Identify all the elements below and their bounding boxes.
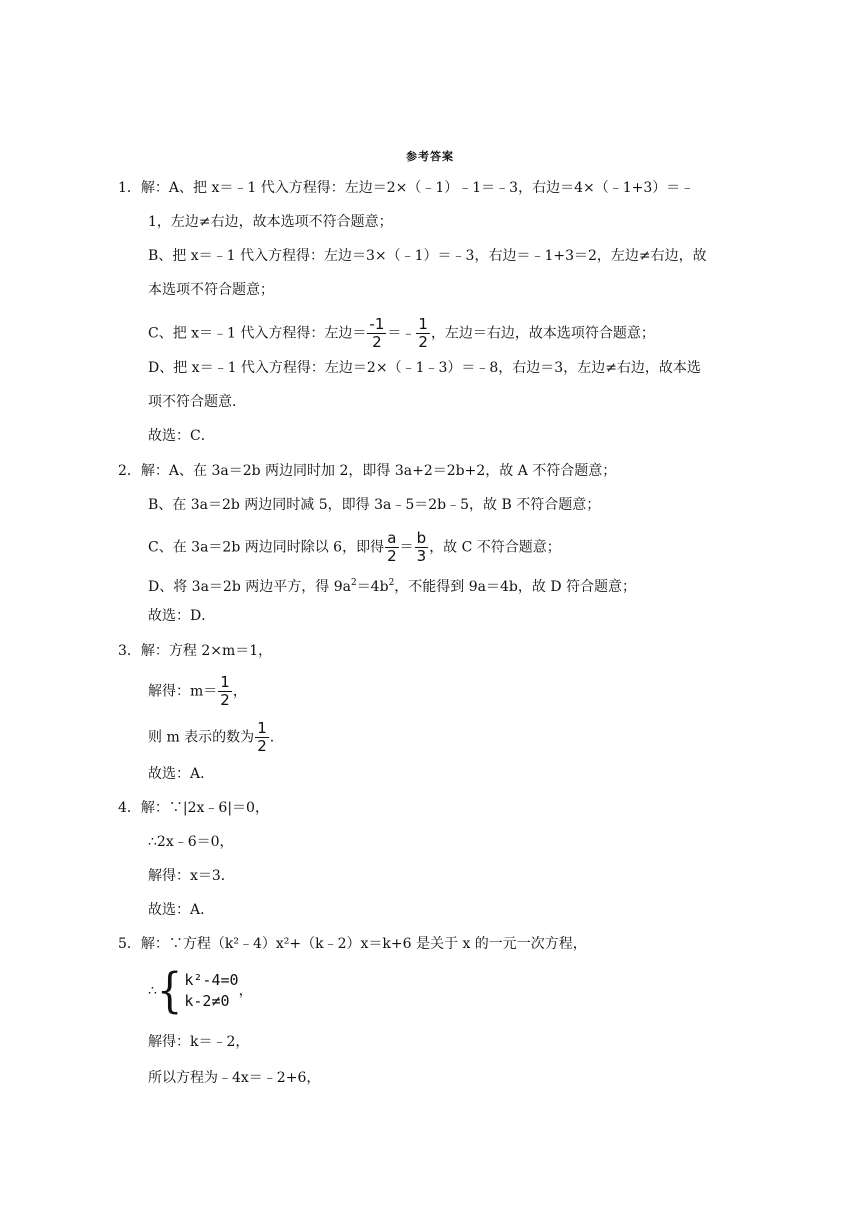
q5-line-2-comma: ， [238,983,253,999]
q3-line-2 [148,674,247,709]
q1-line-4: 本选项不符合题意； [148,282,274,298]
q2-line-3-text-a: C、在 3a＝2b 两边同时除以 6，即得 [148,539,385,556]
fraction-denominator: 2 [418,333,428,351]
fraction [367,316,386,351]
q5-line-3: 解得：k＝﹣2， [148,1034,250,1050]
page-title: 参考答案 [406,150,454,163]
equation-system [156,963,239,1019]
fraction-numerator: 1 [257,719,267,737]
left-brace-icon: { [156,963,183,1019]
q1-line-2: 1，左边≠右边，故本选项不符合题意； [148,214,393,230]
fraction [416,316,430,351]
q2-line-1: 2．解：A、在 3a＝2b 两边同时加 2，即得 3a+2＝2b+2，故 A 不符合题意； [118,463,617,479]
q2-line-4-text-b: ＝4b [356,579,389,595]
q4-line-3: 解得：x＝3． [148,868,235,884]
q1-line-5-text-b: ＝﹣ [387,325,416,342]
q3-line-4: 故选：A． [148,766,215,782]
q4-line-4: 故选：A． [148,902,215,918]
q5-line-4: 所以方程为﹣4x＝﹣2+6， [148,1070,321,1086]
fraction-denominator: 2 [387,547,397,565]
q5-line-2 [148,963,253,1019]
superscript: 2 [350,578,357,588]
q3-line-1: 3．解：方程 2×m＝1， [118,643,273,659]
q3-line-2-text-a: 解得：m＝ [148,683,218,700]
q1-line-8: 故选：C． [148,428,215,444]
q1-line-7: 项不符合题意． [148,394,246,410]
q4-line-2: ∴2x﹣6＝0， [148,834,234,850]
fraction-numerator: a [385,530,399,548]
q2-line-2: B、在 3a＝2b 两边同时减 5，即得 3a﹣5＝2b﹣5，故 B 不符合题意； [148,497,601,513]
q2-line-3 [148,530,561,565]
fraction [415,530,429,565]
q1-line-5-text-c: ，左边＝右边，故本选项符合题意； [430,325,655,342]
fraction [218,674,232,709]
q5-line-1: 5．解：∵方程（k²﹣4）x²+（k﹣2）x＝k+6 是关于 x 的一元一次方程， [118,936,587,952]
fraction-denominator: 2 [220,691,230,709]
fraction-numerator: b [415,530,429,548]
q2-line-4 [148,573,636,597]
fraction-numerator: 1 [220,673,230,691]
fraction-numerator: -1 [369,315,385,333]
q1-line-5-text-a: C、把 x＝﹣1 代入方程得：左边＝ [148,325,367,342]
fraction [255,720,269,755]
q1-line-6: D、把 x＝﹣1 代入方程得：左边＝2×（﹣1﹣3）＝﹣8，右边＝3，左边≠右边，故本选 [148,360,701,376]
q1-line-1: 1．解：A、把 x＝﹣1 代入方程得：左边＝2×（﹣1）﹣1＝﹣3，右边＝4×（﹣1+3）＝﹣ [118,180,695,196]
q3-line-3-text-b: . [269,729,275,746]
q2-line-5: 故选：D． [148,608,216,624]
q3-line-3-text-a: 则 m 表示的数为 [148,729,255,746]
q1-line-3: B、把 x＝﹣1 代入方程得：左边＝3×（﹣1）＝﹣3，右边＝﹣1+3＝2，左边≠右边，故 [148,248,707,264]
q2-line-3-text-c: ，故 C 不符合题意； [429,539,561,556]
fraction [385,530,399,565]
q2-line-4-text-c: ，不能得到 9a＝4b，故 D 符合题意； [394,579,636,595]
q3-line-2-text-b: ， [232,683,247,700]
q3-line-3 [148,720,274,755]
fraction-denominator: 2 [372,333,382,351]
q4-line-1: 4．解：∵|2x﹣6|＝0， [118,800,269,816]
system-row-2: k-2≠0 [184,992,230,1010]
fraction-numerator: 1 [418,315,428,333]
superscript: 2 [388,578,395,588]
system-row-1: k²-4=0 [184,971,239,989]
therefore-symbol: ∴ [148,983,157,999]
fraction-denominator: 3 [416,547,427,565]
q2-line-4-text-a: D、将 3a＝2b 两边平方，得 9a [148,579,351,595]
q1-line-5 [148,316,655,351]
q2-line-3-text-b: ＝ [399,539,414,556]
fraction-denominator: 2 [257,737,267,755]
